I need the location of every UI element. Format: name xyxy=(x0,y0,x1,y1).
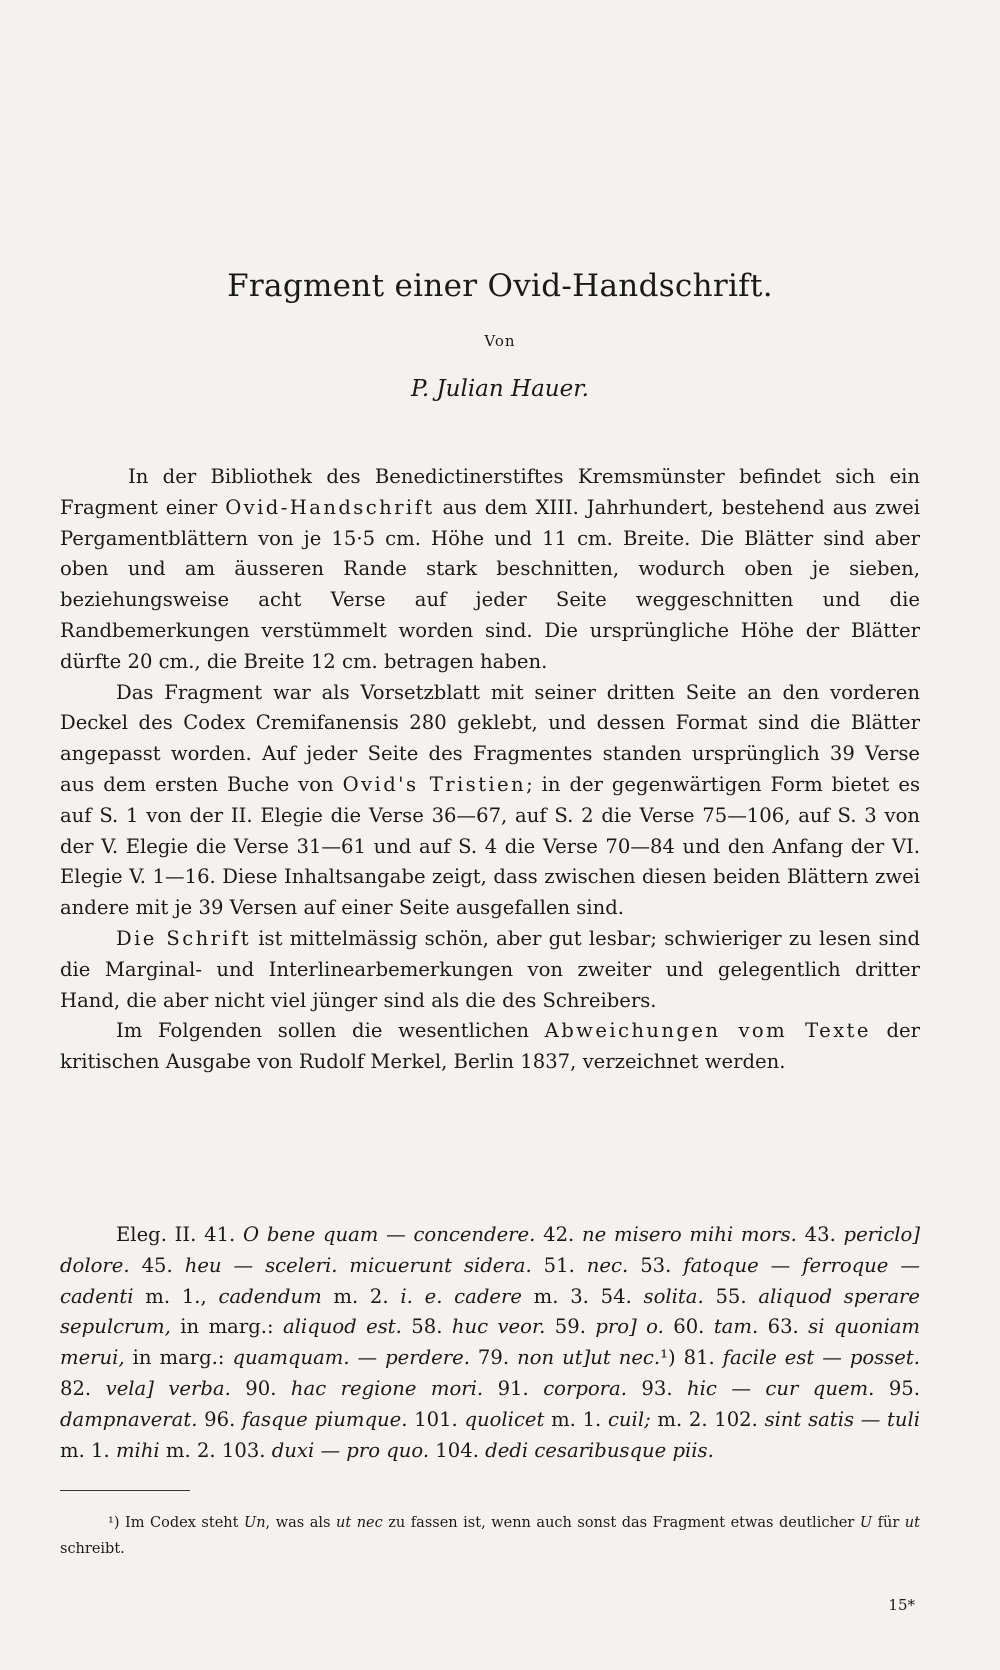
italic-text: quamquam. — perdere. xyxy=(232,1346,470,1370)
italic-text: corpora. xyxy=(543,1376,627,1400)
text-run: m. 1., xyxy=(133,1284,219,1308)
spaced-text: Ovid-Handschrift xyxy=(225,495,435,519)
paragraph xyxy=(60,1016,920,1078)
text-run: 63. xyxy=(758,1315,809,1339)
italic-text: fatoque — ferroque — cadenti xyxy=(60,1253,920,1308)
text-run: 95. xyxy=(874,1376,920,1400)
text-run: m. 1. xyxy=(60,1438,116,1462)
italic-text: dedi cesaribusque piis. xyxy=(485,1438,714,1462)
text-run: ; in der gegenwärtigen Form bietet es auf S. 1 von der II. Elegie die Verse 36—67, auf S. 2 die Verse 75—106, auf S. 3 von der V. Elegie die Verse 31—61 und auf S. 4 die Verse 70—84 und den Anfang der VI. Elegie V. 1—16. Diese Inhaltsangabe zeigt, dass zwischen diesen beiden Blättern zwei andere mit je 39 Versen auf einer Seite ausgefallen sind. xyxy=(60,772,921,920)
italic-text: pro] o. xyxy=(595,1315,664,1339)
text-run: der kritischen Ausgabe von Rudolf Merkel, Berlin 1837, verzeichnet werden. xyxy=(60,1019,921,1074)
italic-text: ut xyxy=(904,1515,920,1531)
italic-text: periclo] dolore. xyxy=(60,1223,920,1277)
variant-readings xyxy=(60,1220,920,1466)
italic-text: non ut]ut nec. xyxy=(517,1346,661,1370)
text-run: m. 2. xyxy=(321,1284,401,1308)
text-run: für xyxy=(872,1515,905,1531)
italic-text: i. e. cadere xyxy=(400,1284,522,1308)
text-run: m. 2. 103. xyxy=(159,1438,272,1462)
spaced-text: Die Schrift xyxy=(116,926,252,950)
text-run: zu fassen ist, wenn auch sonst das Fragment etwas deutlicher xyxy=(382,1515,860,1531)
text-run: in marg.: xyxy=(170,1315,283,1339)
italic-text: Un xyxy=(243,1515,266,1531)
italic-text: hic — cur quem. xyxy=(687,1376,875,1400)
italic-text: nec. xyxy=(586,1253,629,1277)
text-run: aus dem XIII. Jahrhundert, bestehend aus zwei Pergamentblättern von je 15·5 cm. Höhe und 11 cm. Breite. Die Blätter sind aber oben und am äusseren Rande stark beschnitten, wodurch oben je sieben, beziehungsweise acht Verse auf jeder Seite weggeschnitten und die Randbemerkungen verstümmelt worden sind. Die ursprüngliche Höhe der Blätter dürfte 20 cm., die Breite 12 cm. betragen haben. xyxy=(60,495,920,673)
text-run: , was als xyxy=(265,1515,336,1531)
text-run: Das Fragment war als Vorsetzblatt mit seiner dritten Seite an den vorderen Deckel des Codex Cremifanensis 280 geklebt, und dessen Format sind die Blätter angepasst worden. Auf jeder Seite des Fragmentes standen ursprünglich 39 Verse aus dem ersten Buche von xyxy=(60,680,920,796)
paragraph xyxy=(60,924,920,1016)
italic-text: hac regione mori. xyxy=(290,1376,484,1400)
italic-text: ne misero mihi mors. xyxy=(582,1223,797,1246)
italic-text: O bene quam — concendere. xyxy=(243,1223,536,1246)
italic-text: sint satis — tuli xyxy=(764,1407,921,1431)
text-run: Im Folgenden sollen die wesentlichen xyxy=(116,1019,545,1043)
italic-text: duxi — pro quo. xyxy=(271,1438,430,1462)
italic-text: ut nec xyxy=(336,1515,383,1531)
text-run: 101. xyxy=(407,1407,465,1431)
spaced-text: Abweichungen vom Texte xyxy=(544,1019,871,1043)
text-run: 104. xyxy=(429,1438,486,1462)
italic-text: heu — sceleri. micuerunt sidera. xyxy=(184,1253,532,1277)
italic-text: dampnaverat. xyxy=(60,1407,198,1431)
spaced-text: Ovid's Tristien xyxy=(342,772,527,796)
italic-text: solita. xyxy=(643,1284,704,1308)
text-run: 42. xyxy=(535,1223,583,1246)
italic-text: U xyxy=(859,1515,873,1531)
text-run: 90. xyxy=(230,1376,291,1400)
text-run: ist mittelmässig schön, aber gut lesbar; schwieriger zu lesen sind die Marginal- und Interlinearbemerkungen von zweiter und gelegentlich dritter Hand, die aber nicht viel jünger sind als die des Schreibers. xyxy=(60,926,921,1012)
text-run: 79. xyxy=(469,1346,518,1370)
italic-text: tam. xyxy=(713,1315,759,1339)
text-run: 53. xyxy=(628,1253,684,1277)
text-run: 55. xyxy=(703,1284,759,1308)
body-text xyxy=(60,462,920,1078)
byline-von: Von xyxy=(484,332,516,350)
text-run: ¹) 81. xyxy=(660,1346,723,1370)
italic-text: facile est — posset. xyxy=(722,1346,920,1370)
text-run: ¹) Im Codex steht xyxy=(108,1515,244,1531)
italic-text: aliquod sperare sepulcrum, xyxy=(60,1284,920,1339)
text-run: in marg.: xyxy=(124,1346,233,1370)
italic-text: huc veor. xyxy=(451,1315,546,1339)
page-number: 15* xyxy=(888,1596,915,1614)
italic-text: cadendum xyxy=(218,1284,322,1308)
italic-text: cuil; xyxy=(607,1407,651,1431)
text-run: 59. xyxy=(545,1315,596,1339)
text-run: 45. xyxy=(129,1253,185,1277)
text-run: m. 1. xyxy=(544,1407,608,1431)
paragraph xyxy=(60,678,920,924)
page-title: Fragment einer Ovid-Handschrift. xyxy=(227,268,773,304)
text-run: Eleg. II. 41. xyxy=(116,1223,244,1246)
text-run: m. 2. 102. xyxy=(650,1407,765,1431)
italic-text: si quoniam merui, xyxy=(60,1315,921,1370)
italic-text: quolicet xyxy=(464,1407,545,1431)
text-run: 82. xyxy=(60,1376,106,1400)
author-name: P. Julian Hauer. xyxy=(411,376,589,402)
footnote-rule xyxy=(60,1490,190,1491)
footnote-text xyxy=(60,1510,920,1562)
paragraph xyxy=(60,462,920,678)
italic-text: aliquod est. xyxy=(282,1315,402,1339)
italic-text: fasque piumque. xyxy=(242,1407,408,1431)
text-run: 43. xyxy=(796,1223,844,1246)
text-run: 51. xyxy=(531,1253,587,1277)
text-run: schreibt. xyxy=(60,1541,125,1557)
footnote xyxy=(60,1510,920,1562)
italic-text: vela] verba. xyxy=(105,1376,231,1400)
text-run: 58. xyxy=(401,1315,452,1339)
text-run: 93. xyxy=(626,1376,688,1400)
text-run: In der Bibliothek des Benedictinerstiftes Kremsmünster befindet sich ein Fragment einer xyxy=(60,465,920,519)
paragraph xyxy=(60,1220,920,1466)
text-run: m. 3. 54. xyxy=(521,1284,644,1308)
text-run: 60. xyxy=(663,1315,714,1339)
text-run: 91. xyxy=(483,1376,544,1400)
text-run: 96. xyxy=(197,1407,243,1431)
italic-text: mihi xyxy=(115,1438,160,1462)
